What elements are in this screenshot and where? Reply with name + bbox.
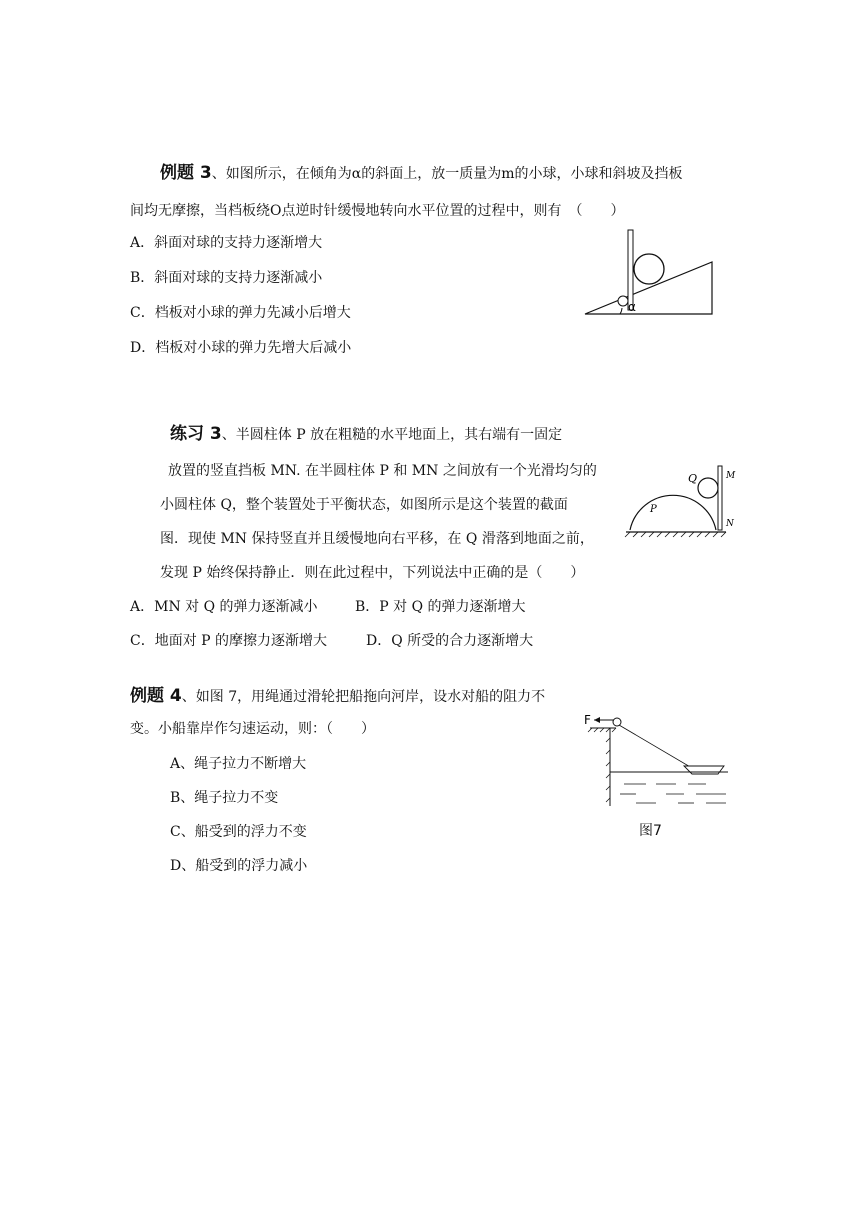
exercise3-option-b: B．P 对 Q 的弹力逐渐增大 [355,599,526,615]
baffle-board [628,230,633,310]
example4-option-b: B、绳子拉力不变 [170,790,279,806]
exercise3-option-d: D．Q 所受的合力逐渐增大 [366,633,534,649]
example3-line2: 间均无摩擦，当档板绕O点逆时针缓慢地转向水平位置的过程中，则有 （ ） [130,203,625,219]
figure7-caption: 图7 [639,823,662,839]
label-p: P [650,504,657,515]
label-m: M [726,471,736,481]
exercise3-line5: 发现 P 始终保持静止．则在此过程中，下列说法中正确的是（ ） [160,565,585,581]
example4-option-a: A、绳子拉力不断增大 [170,756,307,772]
exercise3-option-c: C．地面对 P 的摩擦力逐渐增大 [130,633,328,649]
force-label: F [584,713,591,727]
label-n: N [726,519,734,529]
example4-lead: 例题 4 [130,686,182,706]
example3-option-a: A．斜面对球的支持力逐渐增大 [130,235,323,251]
exercise3-line1 [170,424,562,445]
half-cylinder-p [630,495,716,530]
ball [634,254,664,284]
example4-option-c: C、船受到的浮力不变 [170,824,307,840]
example4-line1 [130,686,545,707]
angle-arc [620,308,622,314]
board-mn [718,466,722,530]
pulley [613,718,621,726]
example3-option-d: D．档板对小球的弹力先增大后减小 [130,340,352,356]
label-q: Q [688,472,698,485]
example4-text1: 、如图 7，用绳通过滑轮把船拖向河岸，设水对船的阻力不 [181,689,546,705]
example3-option-b: B．斜面对球的支持力逐渐减小 [130,270,323,286]
example3-line1 [160,163,682,184]
exercise3-line2: 放置的竖直挡板 MN. 在半圆柱体 P 和 MN 之间放有一个光滑均匀的 [168,463,597,479]
small-cylinder-q [698,478,718,498]
half-cylinder-figure [622,462,742,542]
boat [684,766,724,774]
incline-figure [580,228,720,320]
example4-line2: 变。小船靠岸作匀速运动，则：（ ） [130,721,375,737]
pulley-boat-figure [580,710,740,810]
example4-option-d: D、船受到的浮力减小 [170,858,308,874]
rope [619,725,692,768]
example3-text1: 、如图所示，在倾角为α的斜面上，放一质量为m的小球，小球和斜坡及挡板 [211,166,683,182]
angle-label: α [628,300,636,314]
exercise3-option-a: A．MN 对 Q 的弹力逐渐减小 [130,599,318,615]
exercise3-text1: 、半圆柱体 P 放在粗糙的水平地面上，其右端有一固定 [221,427,563,443]
example3-option-c: C．档板对小球的弹力先减小后增大 [130,305,351,321]
exercise3-line3: 小圆柱体 Q，整个装置处于平衡状态，如图所示是这个装置的截面 [160,497,568,513]
pivot-o [618,296,628,306]
exercise3-line4: 图．现使 MN 保持竖直并且缓慢地向右平移，在 Q 滑落到地面之前， [160,531,594,547]
exercise3-lead: 练习 3 [170,424,222,444]
example3-lead: 例题 3 [160,163,212,183]
